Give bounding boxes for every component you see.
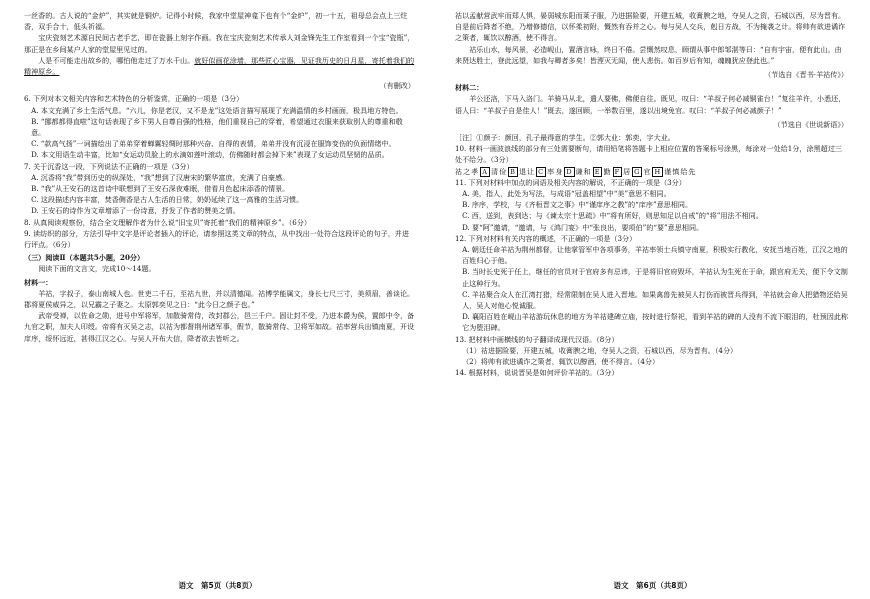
option-11d: D. 要“阿”邀请，“邀请，与《鸿门宴》中“张良出，要项伯”的“要”意思相同。 [462,222,704,232]
option-12c: C. 羊祜聚合众人在江湾打猎，经常限制在吴人进入晋地。如果禽兽先被吴人打伤而被晋兵得到，羊祜就会命人把猎物还给吴人，吴人对他心悦诚服。 [462,289,848,311]
question-10: 10. 材料一画波浪线的部分有三处需要断句，请用铅笔将答题卡上相应位置的答案标号涂黑，每涂对一处给1分，涂黑超过三处不给分。（3分） [455,144,842,165]
material-2-title: 材料二： [455,83,484,93]
sentence-segment: 居 [623,166,632,176]
source-note: （节选自《晋书·羊祜传》） [764,70,848,80]
material-1-title: 材料一： [24,277,53,287]
sentence-break-line [455,166,848,177]
option-11c: C. 西，送到，表到达；与《谏太宗十思疏》中“将有所好，则思知足以自戒”的“将”用法不相同。 [462,211,763,221]
annotation-note: ［注］①颜子：颜回，孔子最得意的学生。②郭大业：郭奕，字大业。 [455,133,675,143]
material-1-paragraph: 祜以孟献营武牢而郑人惧，晏弱城东阳而莱子服，乃进据险要，开建五城，收膏腴之地，夺吴人之资，石城以西，尽为晋有。自是前后降者不绝，乃增修德信，以怀柔初附，慨然有吞并之心。每与吴人交兵，剋日方战，不为掩袭之计。将帅有欲进谲诈之策者，辄饮以醇酒，使不得言。 [455,11,846,43]
sentence-segment: 官 [643,166,652,176]
option-11a: A. 美，指人，此处为写法，与成语“冠盖相望”中“美”意思不相同。 [462,189,671,199]
option-7d: D. 王安石的诗作为文章增添了一份诗意，抒发了作者的赞美之情。 [31,206,240,216]
translation-item-1: （1）祜进据险要，开建五城，收膏腴之地，夺吴人之资，石城以西，尽为晋有。（4分） [462,345,738,355]
page-footer: 语文 第6页（共8页） [613,580,692,590]
option-12d: D. 襄阳百姓在岘山羊祜游玩休息的地方为羊祜建碑立庙，按时进行祭祀，看到羊祜的碑的人没有不流下眼泪的，杜预因此称它为堕泪碑。 [462,312,849,333]
option-7a: A. 沉香将“我”带到历史的纵深处，“我”想到了汉唐宋的繁华富庶，充满了自豪感。 [31,172,290,182]
page-footer: 语文 第5页（共8页） [178,580,257,590]
sentence-segment: 祜之孝 [455,166,480,176]
question-12: 12. 下列对材料有关内容的概述，不正确的一项是（3分） [455,233,637,243]
break-option-h[interactable]: H [654,167,662,176]
question-13: 13. 把材料中画横线的句子翻译成现代汉语。（8分） [455,334,619,344]
source-note: （节选自《世说新语》） [773,119,848,129]
option-11b: B. 序序，学校，与《齐桓晋文之事》中“谨庠序之教”的“庠序”意思相同。 [462,200,693,210]
passage-text: 人是不可能走出故乡的，哪怕他走过了万水千山。 [38,55,195,65]
sentence-segment: 退让 [518,166,536,176]
option-6a: A. 本文充满了乡土生活气息。“六儿，你是老汉，又不是龙”这处语言描写展现了充满温情的乡村画面，极具地方特色。 [31,105,403,115]
material-1-paragraph: 祜乐山水，每风景，必造岘山，置酒言咏，终日不倦。尝慨然叹息，顾谓从事中郎邹湛等曰：“自有宇宙，便有此山。由来贤达胜士，登此远望，如我与卿者多矣！皆湮灭无闻，使人悲伤。如百岁后有知，魂魄犹应登此也。” [455,44,842,65]
underlined-sentence: 就好似画花涂墙，那些匠心宝器，见证我历史的日月星，寄托着我们的精神原乡。 [24,55,415,77]
question-11: 11. 下列对材料中加点的词语及相关内容的解说，不正确的一项是（3分） [455,177,686,187]
section-instruction: 阅读下面的文言文，完成10～14题。 [38,264,156,274]
sentence-segment: 勤 [603,166,612,176]
material-2-paragraph: 羊公还洛，下马入洛门。羊骑马从北，遣人要佛，佛便自往。既见，叹曰：“羊叔子何必减铜雀台！”复往羊许，小悉还，语人曰：“羊叔子自是佳人！”既去，遂回顾，一举数百里，遂以出境免官。叹曰：“羊叔子何必减颜子！” [455,94,846,115]
sentence-segment: 谦和 [575,166,592,176]
passage-paragraph [24,55,415,77]
exam-page-6 [435,0,870,599]
passage-paragraph: 宝庆瓷刻艺术源自民间古老手艺，即在瓷器上刻字作画。我在宝庆瓷刻艺术传承人刘金锋先生工作室看到一个宝“瓷瓶”，那正是在乡间某户人家的堂屋里见过的。 [24,33,415,54]
translation-item-2: （2）将帅有欲进谲诈之策者，辄饮以醇酒，使不得言。（4分） [462,357,660,367]
passage-paragraph: 一丝香的。古人说的“金炉”，其实就是铜炉。记得小时候，我家中堂屋神龛下也有个“金炉”，初一十五，祖母总会点上三炷香，双手合十，低头祈福。 [24,11,408,32]
sentence-segment: 清俭 [490,166,508,176]
break-option-c[interactable]: C [538,167,545,176]
break-option-g[interactable]: G [634,167,641,176]
material-1-paragraph: 武帝受禅，以佐命之勋，进号中军将军，加散骑常侍，改封郡公，邑三千户。固让封不受，乃进本爵为侯，置郎中令，备九官之职，加夫人印绶。帝将有灭吴之志，以祜为都督荆州诸军事，假节，散骑常侍、卫将军如故。祜率营兵出镇南夏，开设庠序，绥怀远近，甚得江汉之心。与吴人开布大信，降者欲去皆听之。 [24,311,415,343]
section-title: （三）阅读Ⅱ（本题共5小题，20分） [24,253,145,263]
option-12a: A. 朝廷任命羊祜为荆州都督，让他掌管军中各项事务，羊祜率领士兵镇守南夏，积极实行教化，安抚当地百姓，江汉之地的百姓归心于他。 [462,245,848,266]
sentence-segment: 给先 [680,166,697,176]
break-option-f[interactable]: F [614,167,621,176]
question-6: 6. 下列对本文相关内容和艺术特色的分析鉴赏，正确的一项是（3分） [24,94,244,104]
material-1-paragraph: 羊祜，字叔子，泰山南城人也。世吏二千石，至祜九世，并以清德闻。祜博学能属文，身长七尺三寸，美须眉，善谈论。郡将夏侯威异之，以兄霸之子妻之。太原郭奕见之日：“此今日之颜子也。” [24,288,415,310]
option-6c: C. “款高气扬”一词描绘出了弟弟穿着蝉翼轻绸时那种兴奋、自得的表情，弟弟并没有沉浸在服饰变伤的负面情绪中。 [31,139,396,149]
question-7: 7. 关于沉香这一段，下列说法不正确的一项是（3分） [24,161,194,171]
break-option-e[interactable]: E [594,167,601,176]
option-7b: B. “我”从王安石的这首诗中联想到了王安石深夜难眠，借看月色起床添香的情景。 [31,184,290,194]
question-8: 8. 从真阅读观察份，结合全文理解作者为什么说“旧宝贝”寄托着“我们的精神原乡”。（6分） [24,217,311,227]
option-6b: B. “挪都都得直啦”这句话表现了乡下男人自尊自强的性格，他们重视自己的穿着，希望通过衣服来获取别人的尊重和敬意。 [31,116,403,138]
break-option-a[interactable]: A [482,167,488,176]
option-12b: B. 当时长史死于任上，继任的官员对于官府多有忌讳，于是将旧官府毁坏，羊祜认为生死在于命，跟官府无关，便下令文制止这种行为。 [462,267,848,288]
break-option-b[interactable]: B [510,167,516,176]
question-9: 9. 读纺织的部分，方法引导中文字是评论者插入的评论，请参照这类文章的特点，从中找出一处符合这段评论的句子，并进行评点。（6分） [24,228,409,250]
sentence-segment: 率身 [547,166,564,176]
option-7c: C. 这段描述内容丰富，焚香侧香是古人生活的日常，奶奶延续了这一高雅的生活习惯。 [31,195,304,205]
question-14: 14. 根据材料，说说晋吴是如何评价羊祜的。（3分） [455,368,619,378]
option-6d: D. 本文用语生动丰富，比如“女运动员脸上的水滴如莲叶滚动，仿佛随时都会掉下来”表现了女运动员坚韧的品质。 [31,150,389,160]
break-option-d[interactable]: D [566,167,573,176]
sentence-segment: 谨慎 [664,166,681,176]
source-note: （有删改） [379,81,415,91]
